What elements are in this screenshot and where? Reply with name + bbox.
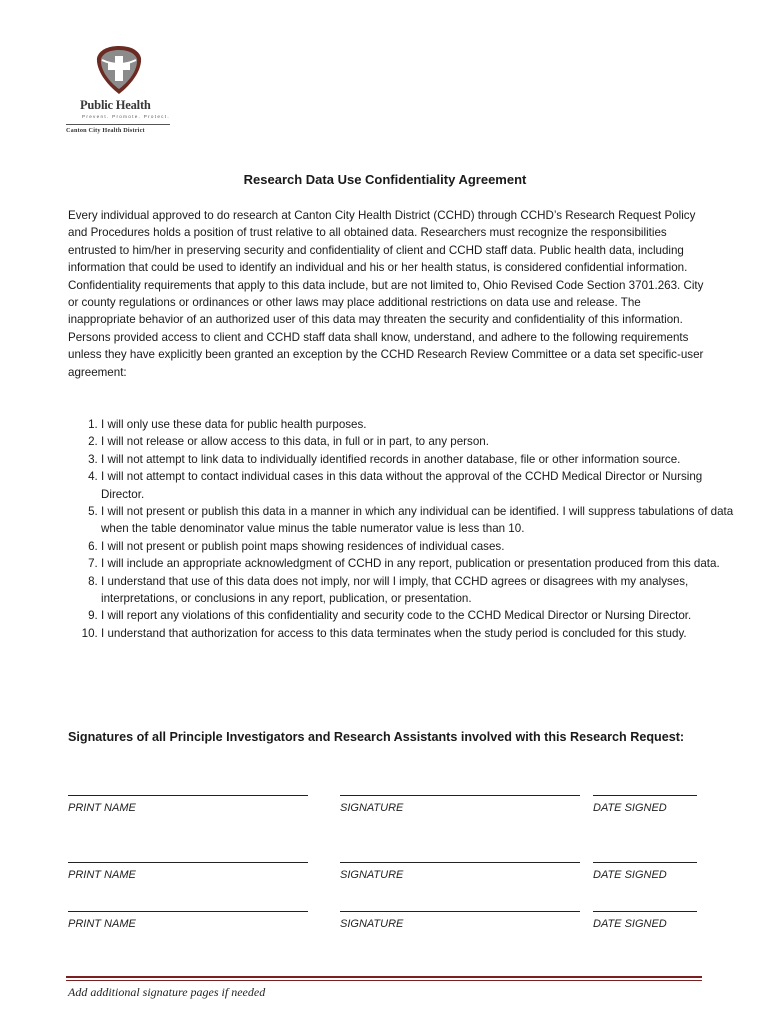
date-signed-field[interactable]: [593, 911, 697, 930]
list-item: 10. I understand that authorization for access to this data terminates when the study period is concluded for this study.: [101, 625, 741, 642]
document-title: Research Data Use Confidentiality Agreement: [243, 172, 527, 187]
footer-divider-thin: [66, 980, 702, 981]
list-item: 3. I will not attempt to link data to individually identified records in another database, file or other information source.: [101, 451, 741, 468]
footer-divider: [66, 976, 702, 978]
requirements-list: [68, 416, 741, 642]
list-item: 8. I understand that use of this data does not imply, nor will I imply, that CCHD agrees or disagrees with my analyses, interpretations, or conclusions in any report, publication, or presentation.: [101, 573, 741, 608]
signature-field[interactable]: [340, 862, 580, 881]
signature-line: [340, 862, 580, 863]
signature-label: SIGNATURE: [340, 802, 404, 814]
print-name-label: PRINT NAME: [68, 918, 136, 930]
list-item: 1. I will only use these data for public health purposes.: [101, 416, 741, 433]
signature-line: [68, 795, 308, 796]
signature-field[interactable]: [340, 795, 580, 814]
signature-row: [68, 911, 708, 941]
print-name-label: PRINT NAME: [68, 802, 136, 814]
logo-divider: [66, 124, 170, 125]
signature-row: [68, 795, 708, 825]
list-item: 6. I will not present or publish point maps showing residences of individual cases.: [101, 538, 741, 555]
print-name-field[interactable]: [68, 862, 308, 881]
print-name-label: PRINT NAME: [68, 869, 136, 881]
intro-paragraph: Every individual approved to do research at Canton City Health District (CCHD) through CCHD’s Research Request Policy and Procedures holds a position of trust relative to all obtained data. Researchers must recognize the responsibilities entrusted to him/her in preserving security and confidentiality of client and CCHD staff data. Public health data, including information that could be used to identify an individual and his or her health status, is considered confidential information. Confidentiality requirements that apply to this data include, but are not limited to, Ohio Revised Code Section 3701.263. City or county regulations or ordinances or other laws may place additional restrictions on data use and release. The inappropriate behavior of an authorized user of this data may threaten the security and confidentiality of this information. Persons provided access to client and CCHD staff data shall know, understand, and adhere to the following requirements unless they have explicitly been granted an exception by the CCHD Research Review Committee or a data set specific-user agreement:: [68, 209, 704, 379]
signature-line: [593, 911, 697, 912]
print-name-field[interactable]: [68, 795, 308, 814]
date-signed-label: DATE SIGNED: [593, 918, 667, 930]
signature-label: SIGNATURE: [340, 869, 404, 881]
logo-org-name: Public Health: [80, 98, 151, 112]
list-item: 5. I will not present or publish this data in a manner in which any individual can be identified. I will suppress tabulations of data when the table denominator value minus the table numerator value is less than 10.: [101, 503, 741, 538]
list-item: 9. I will report any violations of this confidentiality and security code to the CCHD Medical Director or Nursing Director.: [101, 607, 741, 624]
signatures-heading: Signatures of all Principle Investigators and Research Assistants involved with this Research Request:: [68, 730, 685, 744]
signature-line: [68, 911, 308, 912]
signature-line: [593, 862, 697, 863]
list-item: 4. I will not attempt to contact individual cases in this data without the approval of the CCHD Medical Director or Nursing Director.: [101, 468, 741, 503]
date-signed-label: DATE SIGNED: [593, 802, 667, 814]
signature-row: [68, 862, 708, 892]
list-item: 7. I will include an appropriate acknowledgment of CCHD in any report, publication or presentation produced from this data.: [101, 555, 741, 572]
signature-line: [68, 862, 308, 863]
date-signed-field[interactable]: [593, 795, 697, 814]
signature-line: [593, 795, 697, 796]
signature-line: [340, 911, 580, 912]
signature-field[interactable]: [340, 911, 580, 930]
date-signed-field[interactable]: [593, 862, 697, 881]
logo-tagline: Prevent. Promote. Protect.: [82, 114, 170, 119]
signature-label: SIGNATURE: [340, 918, 404, 930]
logo-district-name: Canton City Health District: [66, 127, 145, 134]
public-health-logo: [66, 44, 176, 134]
signature-line: [340, 795, 580, 796]
footer-note: Add additional signature pages if needed: [68, 985, 266, 999]
shield-cross-icon: [94, 44, 144, 96]
date-signed-label: DATE SIGNED: [593, 869, 667, 881]
list-item: 2. I will not release or allow access to this data, in full or in part, to any person.: [101, 433, 741, 450]
print-name-field[interactable]: [68, 911, 308, 930]
